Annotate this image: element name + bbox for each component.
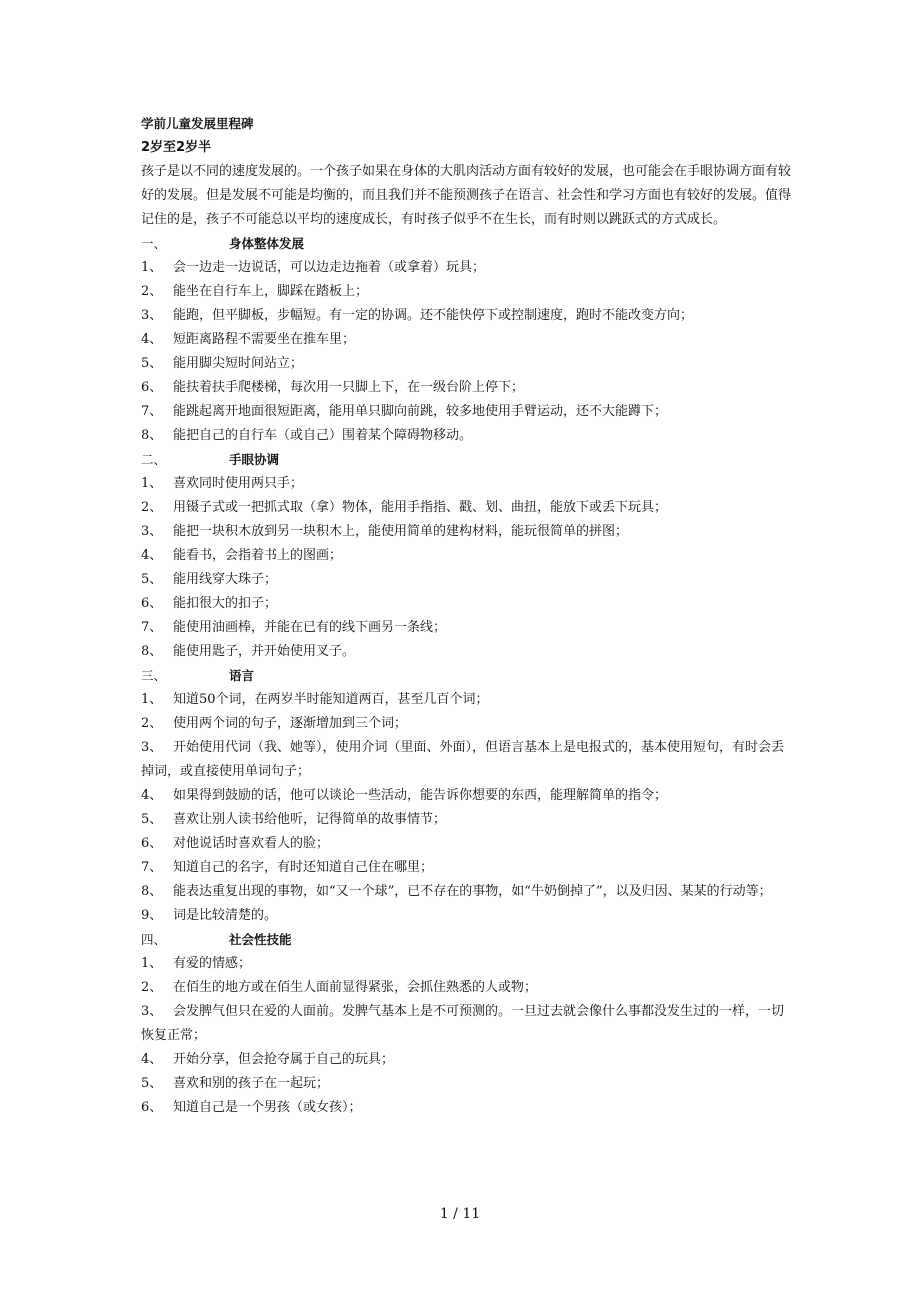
list-item-text: 能把自己的自行车（或自己）围着某个障碍物移动。 [173, 428, 473, 443]
list-item-number: 4、 [141, 788, 163, 803]
list-item-text: 能扣很大的扣子； [173, 596, 278, 611]
list-item [141, 328, 791, 352]
list-item [141, 1096, 791, 1120]
intro-paragraph: 孩子是以不同的速度发展的。一个孩子如果在身体的大肌肉活动方面有较好的发展，也可能会在手眼协调方面有较好的发展。但是发展不可能是均衡的，而且我们并不能预测孩子在语言、社会性和学习方面也有较好的发展。值得记住的是，孩子不可能总以平均的速度成长，有时孩子似乎不在生长，而有时则以跳跃式的方式成长。 [141, 164, 792, 227]
list-item [141, 808, 791, 832]
list-item-number: 5、 [141, 1076, 163, 1091]
list-item [141, 712, 791, 736]
list-item-number: 3、 [141, 1004, 163, 1019]
list-item-text: 知道自己的名字，有时还知道自己住在哪里； [173, 860, 434, 875]
list-item [141, 424, 791, 448]
list-item [141, 832, 791, 856]
document-title: 学前儿童发展里程碑 [141, 116, 254, 131]
list-item-text: 使用两个词的句子，逐渐增加到三个词； [173, 716, 408, 731]
list-item-text: 喜欢让别人读书给他听，记得简单的故事情节； [173, 812, 447, 827]
list-item-number: 5、 [141, 572, 163, 587]
list-item-number: 6、 [141, 1100, 163, 1115]
list-item-text: 开始使用代词（我、她等），使用介词（里面、外面），但语言基本上是电报式的，基本使用短句，有时会丢掉词，或直接使用单词句子； [141, 740, 785, 779]
list-item-number: 3、 [141, 740, 163, 755]
section-number: 二、 [141, 452, 167, 467]
list-item-text: 能把一块积木放到另一块积木上，能使用简单的建构材料，能玩很简单的拼图； [173, 524, 629, 539]
list-item-number: 6、 [141, 380, 163, 395]
list-item-number: 1、 [141, 956, 163, 971]
list-item-text: 能用线穿大珠子； [173, 572, 278, 587]
list-item [141, 784, 791, 808]
list-item [141, 1072, 791, 1096]
list-item-number: 8、 [141, 644, 163, 659]
list-item-text: 用镊子式或一把抓式取（拿）物体，能用手指指、戳、划、曲扭，能放下或丢下玩具； [173, 500, 668, 515]
list-item-text: 能看书，会指着书上的图画； [173, 548, 343, 563]
list-item [141, 472, 791, 496]
list-item-text: 能用脚尖短时间站立； [173, 356, 304, 371]
list-item-text: 能使用油画棒，并能在已有的线下画另一条线； [173, 620, 447, 635]
list-item-number: 2、 [141, 716, 163, 731]
list-item-number: 8、 [141, 884, 163, 899]
list-item-number: 2、 [141, 500, 163, 515]
list-item-number: 1、 [141, 260, 163, 275]
list-item-text: 能表达重复出现的事物，如“又一个球”，已不存在的事物，如“牛奶倒掉了”，以及归因、某某的行动等； [173, 884, 772, 899]
list-item [141, 952, 791, 976]
list-item [141, 496, 791, 520]
list-item-number: 1、 [141, 692, 163, 707]
list-item [141, 520, 791, 544]
list-item-text: 能使用匙子，并开始使用叉子。 [173, 644, 356, 659]
list-item-number: 4、 [141, 332, 163, 347]
list-item-text: 有爱的情感； [173, 956, 252, 971]
section-title: 社会性技能 [229, 932, 292, 947]
list-item [141, 856, 791, 880]
list-item [141, 1048, 791, 1072]
section-title: 手眼协调 [229, 452, 280, 467]
section-title: 语言 [229, 668, 255, 683]
age-range-heading: 2岁至2岁半 [141, 140, 212, 155]
list-item [141, 592, 791, 616]
list-item-number: 4、 [141, 1052, 163, 1067]
document-page [141, 112, 791, 1120]
list-item-number: 6、 [141, 836, 163, 851]
page-number: 1 / 11 [439, 1206, 481, 1222]
section-title: 身体整体发展 [229, 236, 305, 251]
list-item-text: 知道50个词，在两岁半时能知道两百，甚至几百个词； [173, 692, 489, 707]
list-item-number: 2、 [141, 980, 163, 995]
list-item-text: 在佰生的地方或在佰生人面前显得紧张，会抓住熟悉的人或物； [173, 980, 538, 995]
list-item [141, 880, 791, 904]
list-item-text: 喜欢和别的孩子在一起玩； [173, 1076, 330, 1091]
list-item-number: 7、 [141, 860, 163, 875]
list-item-number: 9、 [141, 908, 163, 923]
list-item [141, 904, 791, 928]
list-item-number: 6、 [141, 596, 163, 611]
list-item-text: 词是比较清楚的。 [173, 908, 278, 923]
list-item-text: 能坐在自行车上，脚踩在踏板上； [173, 284, 369, 299]
list-item [141, 544, 791, 568]
list-item [141, 616, 791, 640]
list-item [141, 280, 791, 304]
list-item-number: 8、 [141, 428, 163, 443]
section-heading [141, 232, 791, 256]
list-item-text: 短距离路程不需要坐在推车里； [173, 332, 356, 347]
list-item-number: 5、 [141, 812, 163, 827]
list-item [141, 400, 791, 424]
list-item-text: 能扶着扶手爬楼梯，每次用一只脚上下，在一级台阶上停下； [173, 380, 525, 395]
section-heading [141, 928, 791, 952]
list-item-number: 3、 [141, 524, 163, 539]
list-item-number: 3、 [141, 308, 163, 323]
list-item-text: 知道自己是一个男孩（或女孩）； [173, 1100, 362, 1115]
list-item [141, 304, 791, 328]
list-item-number: 7、 [141, 620, 163, 635]
section-number: 一、 [141, 236, 167, 251]
section-heading [141, 448, 791, 472]
list-item-text: 开始分享，但会抢夺属于自己的玩具； [173, 1052, 395, 1067]
list-item-text: 如果得到鼓励的话，他可以谈论一些活动，能告诉你想要的东西，能理解简单的指令； [173, 788, 668, 803]
list-item-number: 5、 [141, 356, 163, 371]
list-item [141, 376, 791, 400]
section-heading [141, 664, 791, 688]
sections-container [141, 232, 791, 1120]
list-item-text: 能跑，但平脚板，步幅短。有一定的协调。还不能快停下或控制速度，跑时不能改变方向； [173, 308, 694, 323]
list-item-text: 能跳起离开地面很短距离，能用单只脚向前跳，较多地使用手臂运动，还不大能蹲下； [173, 404, 668, 419]
list-item-text: 会一边走一边说话，可以边走边拖着（或拿着）玩具； [173, 260, 486, 275]
list-item-number: 2、 [141, 284, 163, 299]
section-number: 三、 [141, 668, 167, 683]
list-item [141, 688, 791, 712]
list-item [141, 976, 791, 1000]
list-item [141, 256, 791, 280]
section-number: 四、 [141, 932, 167, 947]
list-item [141, 352, 791, 376]
list-item-number: 7、 [141, 404, 163, 419]
list-item-text: 对他说话时喜欢看人的脸； [173, 836, 330, 851]
list-item [141, 736, 791, 784]
list-item-number: 4、 [141, 548, 163, 563]
list-item [141, 1000, 791, 1048]
list-item-number: 1、 [141, 476, 163, 491]
list-item [141, 568, 791, 592]
list-item-text: 会发脾气但只在爱的人面前。发脾气基本上是不可预测的。一旦过去就会像什么事都没发生过的一样，一切恢复正常； [141, 1004, 785, 1043]
list-item [141, 640, 791, 664]
list-item-text: 喜欢同时使用两只手； [173, 476, 304, 491]
